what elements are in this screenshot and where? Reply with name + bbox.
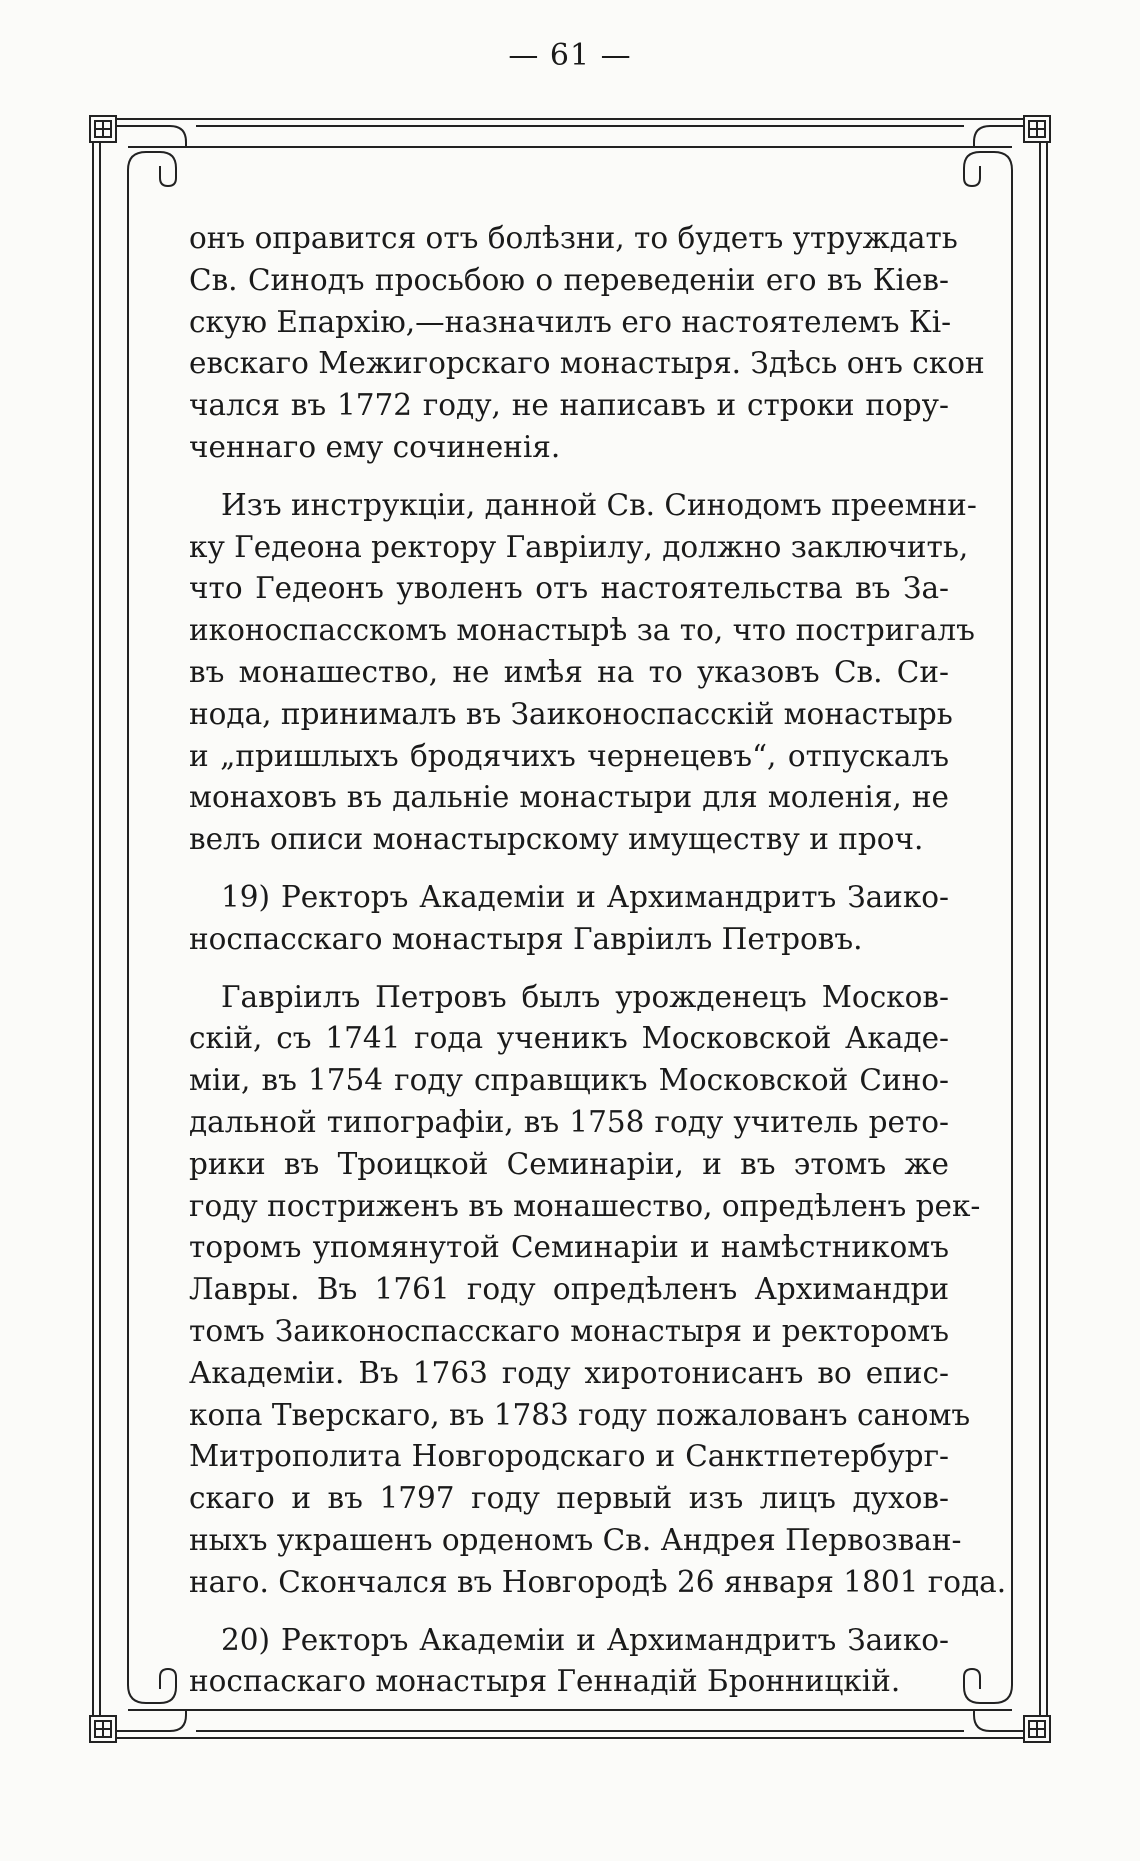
text-line: онъ оправится отъ болѣзни, то будетъ утруждать xyxy=(189,221,958,255)
text-line: Св. Синодъ просьбою о переведенiи его въ Кiев- xyxy=(189,262,949,297)
text-line: 19) Ректоръ Академiи и Архимандритъ Заико- xyxy=(221,879,949,914)
text-line: въ монашество, не имѣя на то указовъ Св. Си- xyxy=(189,654,949,689)
text-line: торомъ упомянутой Семинарiи и намѣстникомъ xyxy=(189,1230,949,1265)
text-line: скую Епархiю,—назначилъ его настоятелемъ Кi- xyxy=(189,304,952,339)
frame-top-rule xyxy=(196,119,964,147)
text-line: рики въ Троицкой Семинарiи, и въ этомъ же xyxy=(189,1146,949,1181)
body-text xyxy=(189,218,1007,1719)
text-line: скаго и въ 1797 году первый изъ лицъ духов- xyxy=(189,1481,949,1516)
corner-ornament-top-left xyxy=(90,116,196,195)
text-line: носпаскаго монастыря Геннадiй Бронницкiй. xyxy=(189,1664,901,1699)
section-heading-19 xyxy=(189,877,949,961)
paragraph-3 xyxy=(189,977,1007,1604)
text-line: Гаврiилъ Петровъ былъ урожденецъ Москов- xyxy=(221,979,949,1014)
corner-ornament-bottom-right xyxy=(964,1660,1050,1742)
text-line: евскаго Межигорскаго монастыря. Здѣсь онъ скон xyxy=(189,346,985,381)
text-line: ку Гедеона ректору Гаврiилу, должно заключить, xyxy=(189,529,969,564)
section-heading-20 xyxy=(189,1620,949,1704)
text-line: Академiи. Въ 1763 году хиротонисанъ во епис- xyxy=(189,1355,949,1390)
text-line: Изъ инструкцiи, данной Св. Синодомъ преемни- xyxy=(221,487,977,522)
paragraph-2 xyxy=(189,485,977,861)
text-line: ныхъ украшенъ орденомъ Св. Андрея Первозван- xyxy=(189,1522,962,1557)
text-line: носпасскаго монастыря Гаврiилъ Петровъ. xyxy=(189,921,863,956)
frame-right-rule xyxy=(1012,195,1047,1660)
text-line: Лавры. Въ 1761 году опредѣленъ Архимандри xyxy=(189,1272,949,1307)
text-line: чался въ 1772 году, не написавъ и строки пору- xyxy=(189,388,949,423)
text-line: и „пришлыхъ бродячихъ чернецевъ“, отпускалъ xyxy=(189,738,949,773)
text-line: дальной типографiи, въ 1758 году учитель рето- xyxy=(189,1104,949,1139)
text-line: велъ описи монастырскому имуществу и проч. xyxy=(189,822,924,857)
text-line: нода, принималъ въ Заиконоспасскiй монастырь xyxy=(189,696,953,731)
text-line: копа Тверскаго, въ 1783 году пожалованъ саномъ xyxy=(189,1397,971,1432)
text-line: ченнаго ему сочиненiя. xyxy=(189,429,561,464)
text-line: году постриженъ въ монашество, опредѣленъ рек- xyxy=(189,1188,981,1223)
paragraph-1 xyxy=(189,218,985,469)
frame-left-rule xyxy=(93,195,128,1660)
page-number: — 61 — xyxy=(508,38,632,73)
text-line: 20) Ректоръ Академiи и Архимандритъ Заико- xyxy=(221,1622,949,1657)
text-line: томъ Заиконоспасскаго монастыря и ректоромъ xyxy=(189,1313,949,1348)
text-line: что Гедеонъ уволенъ отъ настоятельства въ За- xyxy=(189,571,949,606)
text-line: Митрополита Новгородскаго и Санктпетербург- xyxy=(189,1439,949,1474)
text-line: скiй, съ 1741 года ученикъ Московской Акаде- xyxy=(189,1021,949,1056)
text-line: монаховъ въ дальнiе монастыри для моленiя, не xyxy=(189,780,949,815)
corner-ornament-top-right xyxy=(964,116,1050,195)
text-line: иконоспасскомъ монастырѣ за то, что постригалъ xyxy=(189,613,975,648)
text-line: мiи, въ 1754 году справщикъ Московской Сино- xyxy=(189,1063,949,1098)
corner-ornament-bottom-left xyxy=(90,1660,196,1742)
text-line: наго. Скончался въ Новгородѣ 26 января 1801 года. xyxy=(189,1564,1007,1599)
